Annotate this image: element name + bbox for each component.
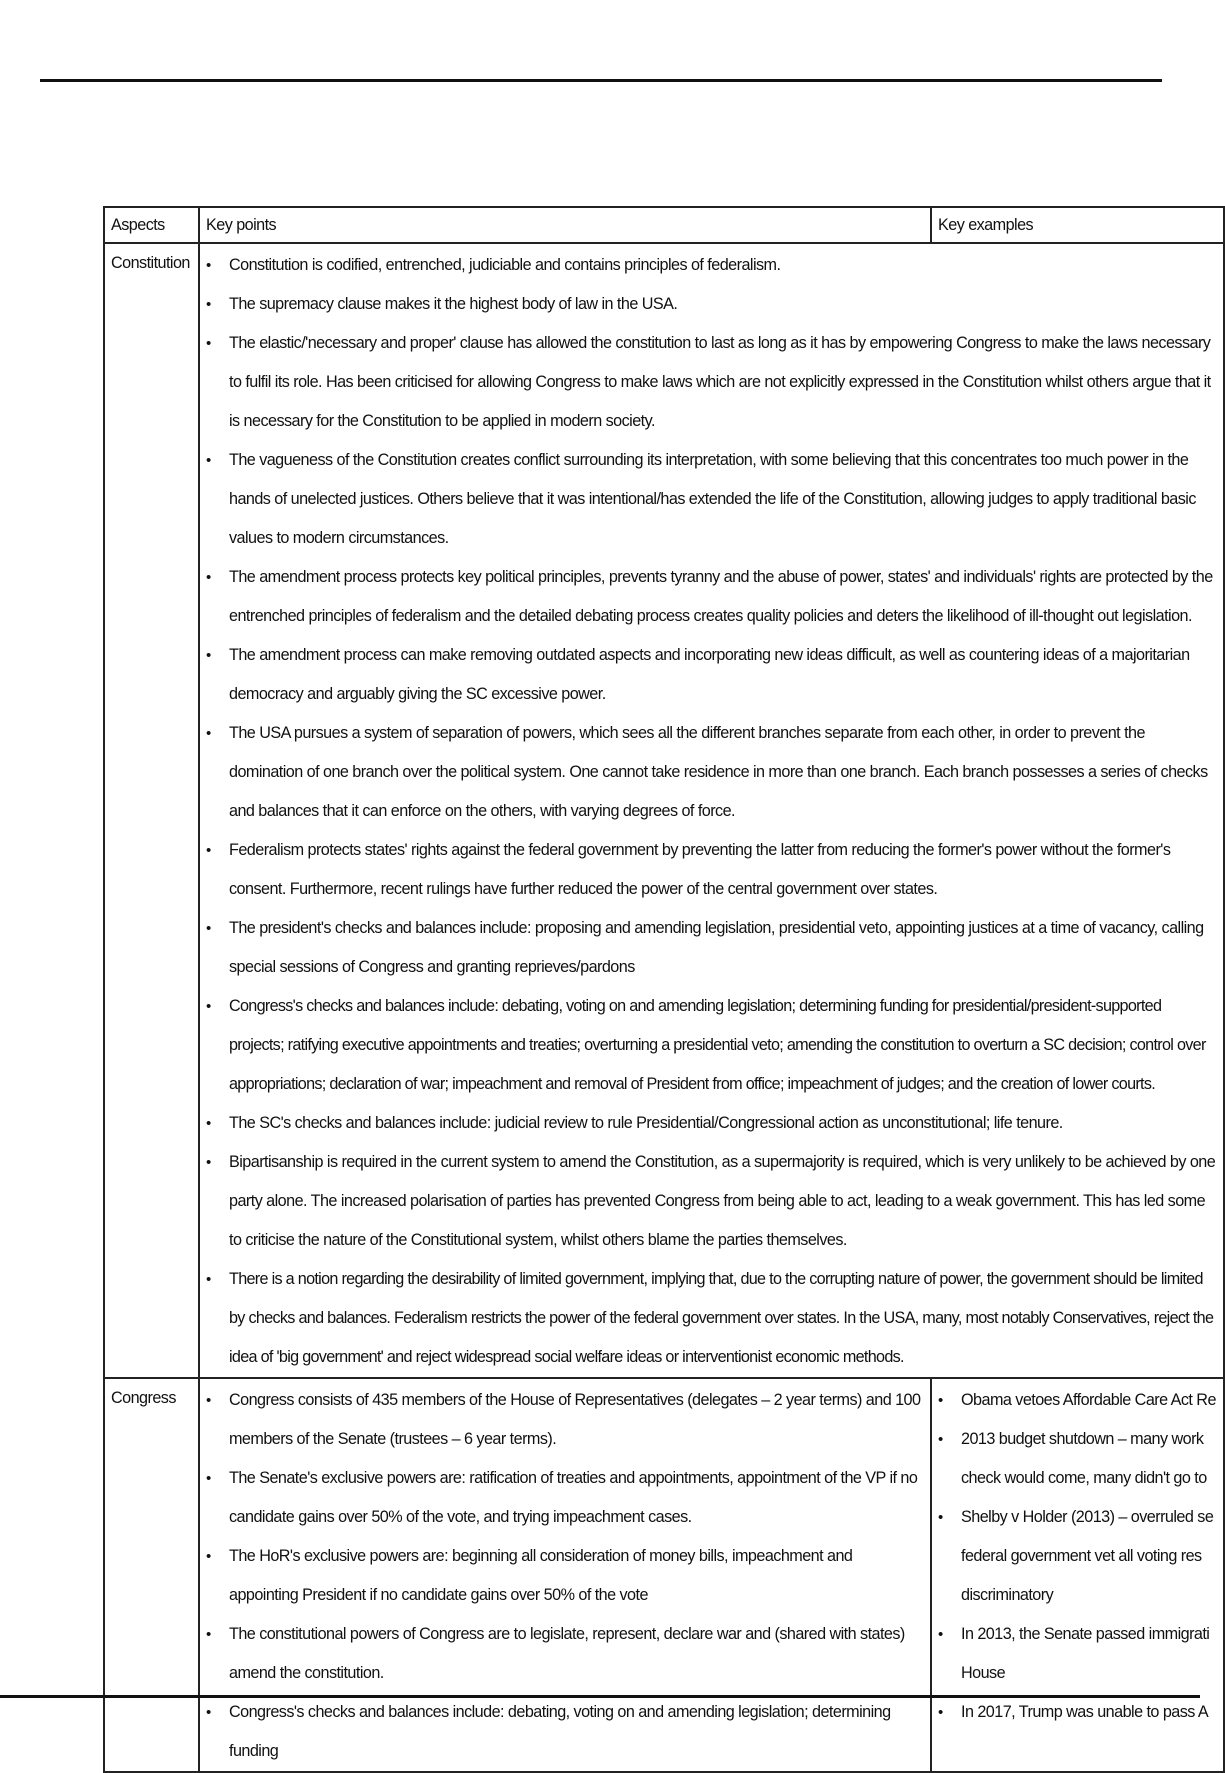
aspect-cell: Constitution [104,243,199,1378]
list-item: • The amendment process protects key political principles, prevents tyranny and the abuse of power, states' and individuals' rights are protected by the entrenched principles of federalism and the detailed debating process creates quality policies and deters the likelihood of ill-thought out legislation. [200,558,1217,636]
document-sheet [103,206,1216,1760]
key-examples-cell [931,1378,1224,1772]
aspect-cell: Congress [104,1378,199,1772]
list-item: • The SC's checks and balances include: judicial review to rule Presidential/Congressional action as unconstitutional; life tenure. [200,1104,1217,1143]
list-item: • Congress's checks and balances include: debating, voting on and amending legislation; determining funding [200,1693,924,1771]
list-item: • The constitutional powers of Congress are to legislate, represent, declare war and (shared with states) amend the constitution. [200,1615,924,1693]
list-item: • Shelby v Holder (2013) – overruled se federal government vet all voting res discriminatory [932,1498,1217,1615]
key-examples-list [932,1379,1223,1732]
column-header-aspects: Aspects [104,207,199,243]
list-item: • Federalism protects states' rights against the federal government by preventing the latter from reducing the former's power without the former's consent. Furthermore, recent rulings have further reduced the power of the central government over states. [200,831,1217,909]
list-item: • The Senate's exclusive powers are: ratification of treaties and appointments, appointment of the VP if no candidate gains over 50% of the vote, and trying impeachment cases. [200,1459,924,1537]
table-row-congress [104,1378,1224,1772]
list-item: • The supremacy clause makes it the highest body of law in the USA. [200,285,1217,324]
list-item: • The vagueness of the Constitution creates conflict surrounding its interpretation, with some believing that this concentrates too much power in the hands of unelected justices. Others believe that it was intentional/has extended the life of the Constitution, allowing judges to apply traditional basic values to modern circumstances. [200,441,1217,558]
list-item: • The elastic/'necessary and proper' clause has allowed the constitution to last as long as it has by empowering Congress to make the laws necessary to fulfil its role. Has been criticised for allowing Congress to make laws which are not explicitly expressed in the Constitution whilst others argue that it is necessary for the Constitution to be applied in modern society. [200,324,1217,441]
column-header-key-examples: Key examples [931,207,1224,243]
revision-table [103,206,1225,1773]
list-item: • In 2013, the Senate passed immigrati House [932,1615,1217,1693]
list-item: • The HoR's exclusive powers are: beginning all consideration of money bills, impeachment and appointing President if no candidate gains over 50% of the vote [200,1537,924,1615]
list-item: • There is a notion regarding the desirability of limited government, implying that, due to the corrupting nature of power, the government should be limited by checks and balances. Federalism restricts the power of the federal government over states. In the USA, many, most notably Conservatives, reject the idea of 'big government' and reject widespread social welfare ideas or interventionist economic methods. [200,1260,1217,1377]
list-item: • The amendment process can make removing outdated aspects and incorporating new ideas difficult, as well as countering ideas of a majoritarian democracy and arguably giving the SC excessive power. [200,636,1217,714]
list-item: • Bipartisanship is required in the current system to amend the Constitution, as a supermajority is required, which is very unlikely to be achieved by one party alone. The increased polarisation of parties has prevented Congress from being able to act, leading to a weak government. This has led some to criticise the nature of the Constitutional system, whilst others blame the parties themselves. [200,1143,1217,1260]
key-points-cell [199,243,1224,1378]
list-item: • Congress's checks and balances include: debating, voting on and amending legislation; determining funding for presidential/president-supported projects; ratifying executive appointments and treaties; overturning a presidential veto; amending the constitution to overturn a SC decision; control over appropriations; declaration of war; impeachment and removal of President from office; impeachment of judges; and the creation of lower courts. [200,987,1217,1104]
list-item: • The president's checks and balances include: proposing and amending legislation, presidential veto, appointing justices at a time of vacancy, calling special sessions of Congress and granting reprieves/pardons [200,909,1217,987]
list-item: • 2013 budget shutdown – many work check would come, many didn't go to [932,1420,1217,1498]
list-item: • The USA pursues a system of separation of powers, which sees all the different branches separate from each other, in order to prevent the domination of one branch over the political system. One cannot take residence in more than one branch. Each branch possesses a series of checks and balances that it can enforce on the others, with varying degrees of force. [200,714,1217,831]
list-item: • In 2017, Trump was unable to pass A [932,1693,1217,1732]
header-rule [40,79,1162,82]
key-points-list [200,244,1223,1377]
column-header-key-points: Key points [199,207,931,243]
list-item: • Congress consists of 435 members of the House of Representatives (delegates – 2 year terms) and 100 members of the Senate (trustees – 6 year terms). [200,1381,924,1459]
list-item: • Obama vetoes Affordable Care Act Re [932,1381,1217,1420]
key-points-cell [199,1378,931,1772]
page-bottom-rule [0,1695,1200,1698]
key-points-list [200,1379,930,1771]
table-row-constitution [104,243,1224,1378]
table-header-row [104,207,1224,243]
list-item: • Constitution is codified, entrenched, judiciable and contains principles of federalism. [200,246,1217,285]
